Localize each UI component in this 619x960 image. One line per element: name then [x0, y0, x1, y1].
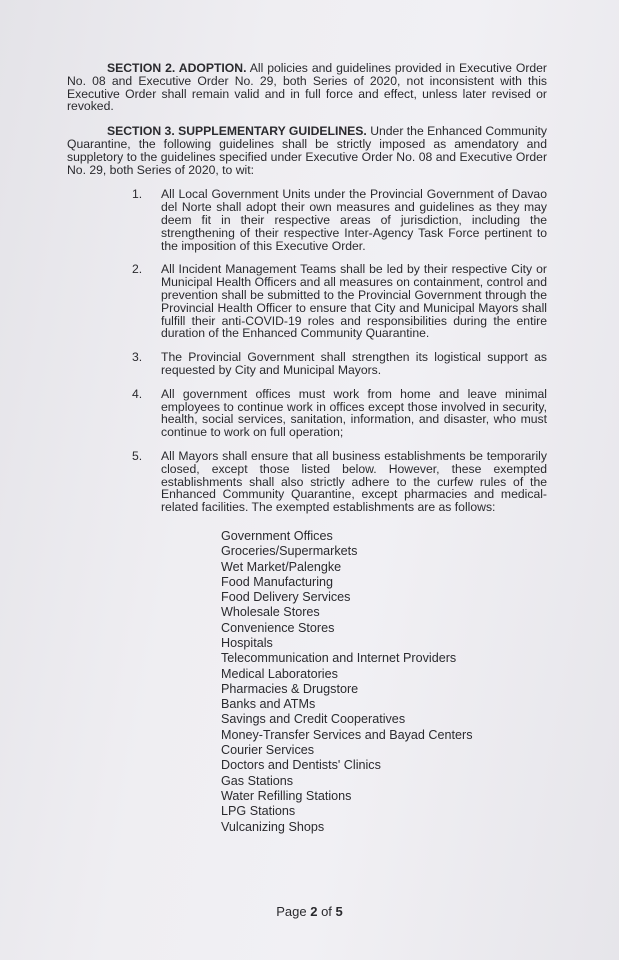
- page-number: [0, 904, 619, 919]
- establishment-item: Groceries/Supermarkets: [221, 544, 358, 559]
- guideline-text: All government offices must work from home and leave minimal employees to continue work in offices except those involved in security, health, social services, sanitation, information, and disaster, who must continue to work on full operation;: [161, 386, 547, 440]
- section-3-text: Under the Enhanced Community Quarantine, the following guidelines shall be strictly imposed as amendatory and suppletory to the guidelines specified under Executive Order No. 08 and Executive Order No. 29, both Series of 2020, to wit:: [67, 124, 548, 177]
- section-2-heading: SECTION 2. ADOPTION.: [107, 61, 247, 75]
- establishment-item: LPG Stations: [221, 804, 296, 819]
- guideline-number: 3.: [132, 350, 143, 365]
- establishment-item: Money-Transfer Services and Bayad Centers: [221, 727, 473, 742]
- guideline-number: 4.: [132, 386, 143, 401]
- section-2-text: All policies and guidelines provided in Executive Order No. 08 and Executive Order No. 29, both Series of 2020, not inconsistent with this Executive Order shall remain valid and in full force and effect, unless later revised or revoked.: [67, 61, 547, 114]
- guideline-item: [132, 187, 547, 253]
- document-body: [67, 62, 547, 835]
- guideline-number: 5.: [132, 448, 143, 463]
- establishment-item: Vulcanizing Shops: [221, 819, 325, 834]
- section-2-paragraph: [67, 62, 547, 113]
- page-label: Page: [276, 904, 311, 919]
- establishment-item: Savings and Credit Cooperatives: [221, 712, 406, 727]
- establishment-item: Medical Laboratories: [221, 666, 338, 681]
- establishment-item: Government Offices: [221, 528, 333, 543]
- guideline-text: All Incident Management Teams shall be led by their respective City or Municipal Health Officers and all measures on containment, control and prevention shall be submitted to the Provincial Government through the Provincial Health Officer to ensure that City and Municipal Mayors shall fulfill their anti-COVID-19 roles and responsibilities during the entire duration of the Enhanced Community Quarantine.: [161, 262, 547, 341]
- establishment-item: Hospitals: [221, 635, 273, 650]
- guideline-text: The Provincial Government shall strengthen its logistical support as requested by City and Municipal Mayors.: [161, 350, 547, 377]
- guidelines-list: [67, 188, 547, 514]
- guideline-number: 1.: [132, 187, 143, 202]
- guideline-item: [132, 350, 547, 377]
- page-of-label: of: [317, 904, 336, 919]
- establishment-item: Pharmacies & Drugstore: [221, 681, 359, 696]
- page-current: 2: [310, 904, 318, 919]
- page-total: 5: [335, 904, 343, 919]
- section-3-paragraph: [67, 125, 547, 176]
- guideline-item: [132, 262, 547, 341]
- section-3-heading: SECTION 3. SUPPLEMENTARY GUIDELINES.: [107, 124, 367, 139]
- establishment-item: Convenience Stores: [221, 620, 335, 635]
- establishment-item: Water Refilling Stations: [221, 788, 352, 803]
- guideline-item: [132, 448, 547, 515]
- guideline-text: All Local Government Units under the Provincial Government of Davao del Norte shall adopt their own measures and guidelines as they may deem fit in their respective areas of jurisdiction, including the strengthening of their respective Inter-Agency Task Force pertinent to the imposition of this Executive Order.: [161, 187, 547, 253]
- establishment-item: Telecommunication and Internet Providers: [221, 651, 457, 666]
- establishment-item: Gas Stations: [221, 773, 294, 788]
- establishment-item: Wet Market/Palengke: [221, 559, 342, 574]
- guideline-item: [132, 386, 547, 440]
- establishment-item: Wholesale Stores: [221, 605, 320, 620]
- guideline-text: All Mayors shall ensure that all business establishments be temporarily closed, except those listed below. However, these exempted establishments shall also strictly adhere to the curfew rules of the Enhanced Community Quarantine, except pharmacies and medical-related facilities. The exempted establishments are as follows:: [161, 448, 547, 515]
- guideline-number: 2.: [132, 262, 143, 277]
- establishment-item: Banks and ATMs: [221, 697, 316, 712]
- establishment-item: Food Delivery Services: [221, 590, 351, 605]
- establishment-item: Food Manufacturing: [221, 574, 334, 589]
- exempted-establishments-list: [221, 529, 547, 835]
- establishment-item: Doctors and Dentists' Clinics: [221, 758, 381, 773]
- establishment-item: Courier Services: [221, 743, 315, 758]
